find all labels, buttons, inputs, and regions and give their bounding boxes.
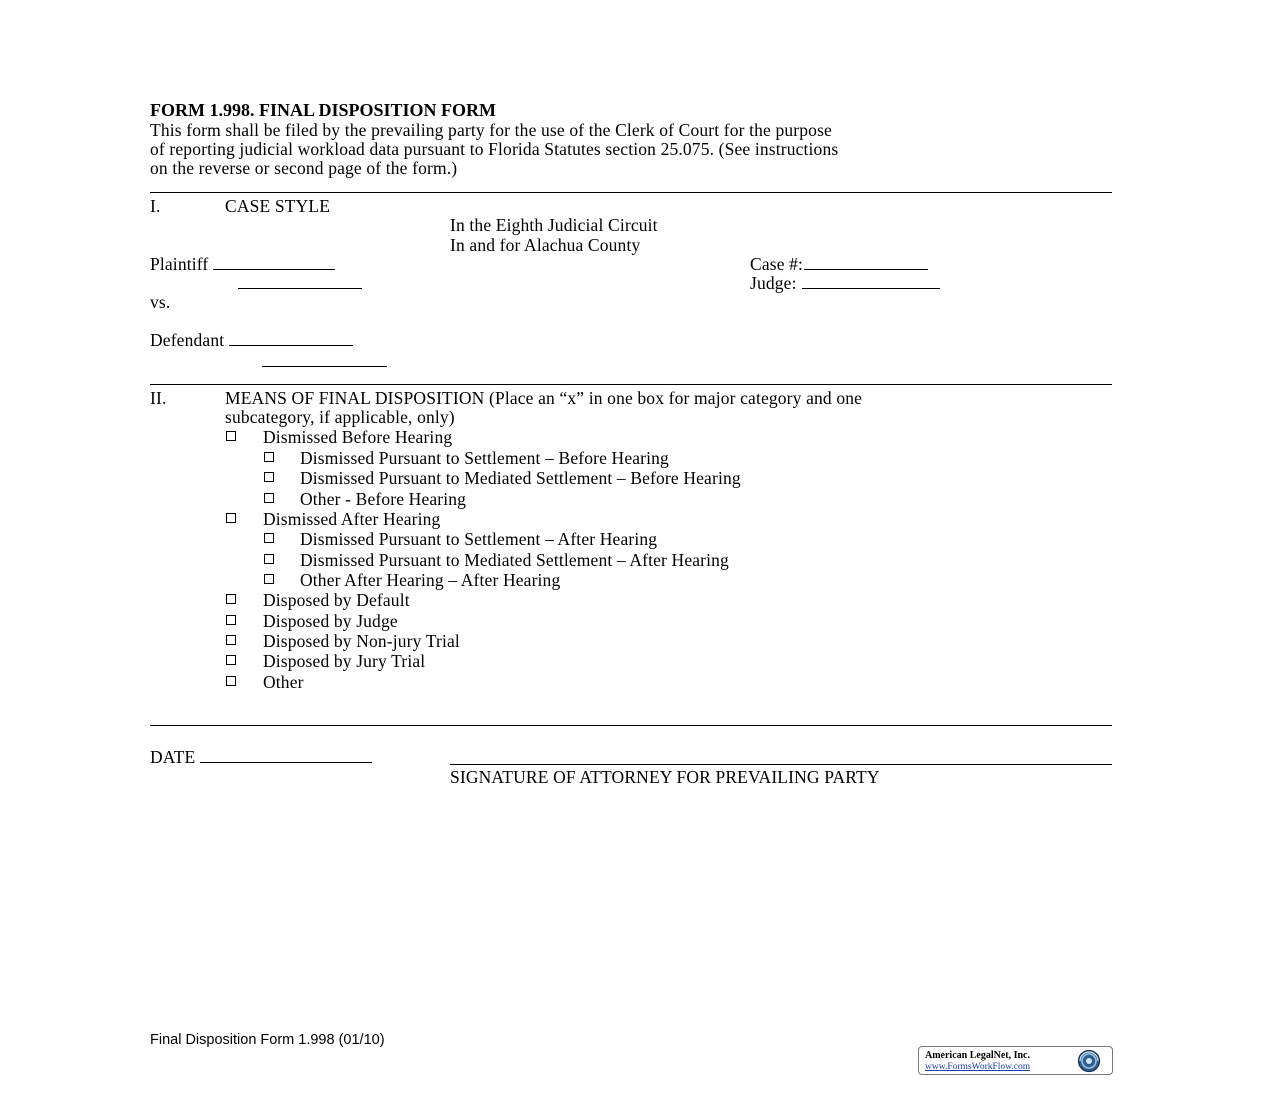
date-label: DATE xyxy=(150,747,196,767)
mediated-settlement-after-hearing-label: Dismissed Pursuant to Mediated Settlement – After Hearing xyxy=(300,550,729,570)
intro-line-1: This form shall be filed by the prevailing party for the use of the Clerk of Court for the purpose xyxy=(150,120,832,140)
settlement-after-hearing-checkbox[interactable] xyxy=(264,533,274,543)
mediated-settlement-after-hearing-checkbox[interactable] xyxy=(264,554,274,564)
defendant-input-line[interactable] xyxy=(229,331,353,346)
other-checkbox[interactable] xyxy=(226,676,236,686)
judge-field[interactable] xyxy=(750,273,940,293)
american-legalnet-logo[interactable] xyxy=(918,1046,1113,1075)
disposed-by-judge-checkbox[interactable] xyxy=(226,615,236,625)
globe-icon xyxy=(1077,1049,1101,1073)
section-2-heading-line-2: subcategory, if applicable, only) xyxy=(225,407,455,427)
disposed-by-default-label: Disposed by Default xyxy=(263,590,410,610)
case-number-field[interactable] xyxy=(750,254,928,274)
case-number-input-line[interactable] xyxy=(804,255,928,270)
plaintiff-field[interactable] xyxy=(150,254,335,274)
disposed-by-jury-trial-label: Disposed by Jury Trial xyxy=(263,651,426,671)
plaintiff-label: Plaintiff xyxy=(150,254,209,274)
other-after-hearing-label: Other After Hearing – After Hearing xyxy=(300,570,561,590)
form-title: FORM 1.998. FINAL DISPOSITION FORM xyxy=(150,100,497,120)
section-1-heading: CASE STYLE xyxy=(225,196,331,216)
signature-caption: SIGNATURE OF ATTORNEY FOR PREVAILING PARTY xyxy=(450,767,880,787)
defendant-label: Defendant xyxy=(150,330,225,350)
mediated-settlement-before-hearing-label: Dismissed Pursuant to Mediated Settlement – Before Hearing xyxy=(300,468,741,488)
section-2-number: II. xyxy=(150,388,167,408)
logo-url-link[interactable]: www.FormsWorkFlow.com xyxy=(925,1062,1031,1072)
judge-input-line[interactable] xyxy=(802,274,940,289)
other-before-hearing-checkbox[interactable] xyxy=(264,493,274,503)
signature-line[interactable] xyxy=(450,764,1112,765)
logo-company-name: American LegalNet, Inc. xyxy=(925,1050,1030,1061)
settlement-before-hearing-label: Dismissed Pursuant to Settlement – Before Hearing xyxy=(300,448,669,468)
divider xyxy=(150,192,1112,193)
disposed-by-default-checkbox[interactable] xyxy=(226,594,236,604)
intro-line-3: on the reverse or second page of the form.) xyxy=(150,158,458,178)
case-number-label: Case #: xyxy=(750,254,804,274)
county-line: In and for Alachua County xyxy=(450,235,641,255)
dismissed-after-hearing-label: Dismissed After Hearing xyxy=(263,509,441,529)
dismissed-before-hearing-label: Dismissed Before Hearing xyxy=(263,427,453,447)
plaintiff-input-line-2[interactable] xyxy=(238,288,362,289)
other-after-hearing-checkbox[interactable] xyxy=(264,574,274,584)
dismissed-before-hearing-checkbox[interactable] xyxy=(226,431,236,441)
settlement-before-hearing-checkbox[interactable] xyxy=(264,452,274,462)
form-footer-id: Final Disposition Form 1.998 (01/10) xyxy=(150,1032,385,1048)
date-input-line[interactable] xyxy=(200,748,372,763)
plaintiff-input-line[interactable] xyxy=(213,255,335,270)
mediated-settlement-before-hearing-checkbox[interactable] xyxy=(264,472,274,482)
section-1-number: I. xyxy=(150,196,161,216)
disposed-by-non-jury-trial-label: Disposed by Non-jury Trial xyxy=(263,631,460,651)
versus-label: vs. xyxy=(150,292,171,312)
disposed-by-judge-label: Disposed by Judge xyxy=(263,611,398,631)
divider xyxy=(150,384,1112,385)
defendant-field[interactable] xyxy=(150,330,353,350)
judge-label: Judge: xyxy=(750,273,797,293)
date-field[interactable] xyxy=(150,747,372,767)
intro-line-2: of reporting judicial workload data pursuant to Florida Statutes section 25.075. (See instructions xyxy=(150,139,839,159)
other-before-hearing-label: Other - Before Hearing xyxy=(300,489,467,509)
disposed-by-non-jury-trial-checkbox[interactable] xyxy=(226,635,236,645)
settlement-after-hearing-label: Dismissed Pursuant to Settlement – After Hearing xyxy=(300,529,658,549)
other-label: Other xyxy=(263,672,304,692)
disposed-by-jury-trial-checkbox[interactable] xyxy=(226,655,236,665)
dismissed-after-hearing-checkbox[interactable] xyxy=(226,513,236,523)
divider xyxy=(150,725,1112,726)
section-2-heading-line-1: MEANS OF FINAL DISPOSITION (Place an “x” in one box for major category and one xyxy=(225,388,863,408)
defendant-input-line-2[interactable] xyxy=(262,366,387,367)
circuit-line: In the Eighth Judicial Circuit xyxy=(450,215,658,235)
